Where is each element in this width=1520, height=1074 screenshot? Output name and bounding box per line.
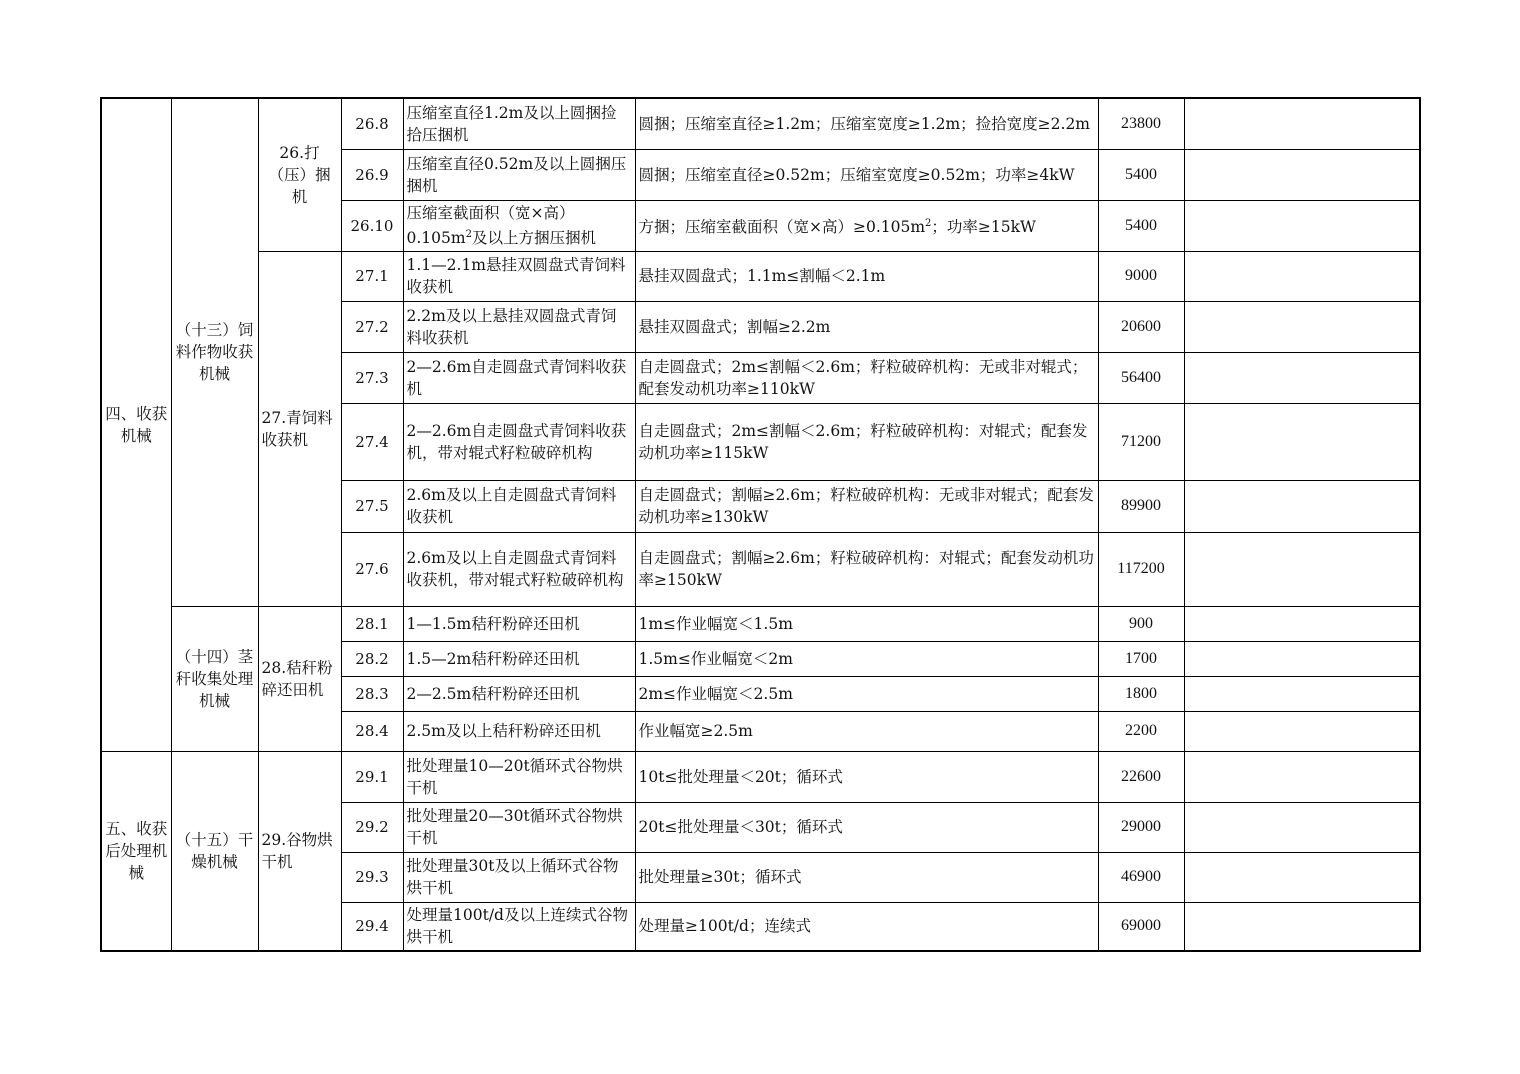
table-row: [101, 98, 1420, 149]
table-row: [101, 251, 1420, 301]
note-cell: [1184, 200, 1420, 251]
code-cell: 26.8: [341, 98, 403, 149]
code-cell: 29.2: [341, 802, 403, 852]
amount-cell: 56400: [1098, 352, 1184, 403]
subcategory-cell: （十三）饲料作物收获机械: [171, 98, 258, 606]
note-cell: [1184, 352, 1420, 403]
name-cell: 2—2.6m自走圆盘式青饲料收获机: [403, 352, 635, 403]
category-cell: 五、收获后处理机械: [101, 751, 171, 951]
code-cell: 28.1: [341, 606, 403, 641]
spec-cell: 自走圆盘式；割幅≥2.6m；籽粒破碎机构：对辊式；配套发动机功率≥150kW: [635, 532, 1098, 606]
note-cell: [1184, 641, 1420, 676]
name-cell: 处理量100t/d及以上连续式谷物烘干机: [403, 902, 635, 951]
code-cell: 29.3: [341, 852, 403, 902]
note-cell: [1184, 480, 1420, 532]
name-part: 压缩室截面积（宽×高）: [406, 203, 575, 222]
name-cell: 2.6m及以上自走圆盘式青饲料收获机: [403, 480, 635, 532]
note-cell: [1184, 149, 1420, 200]
amount-cell: 22600: [1098, 751, 1184, 802]
amount-cell: 69000: [1098, 902, 1184, 951]
code-cell: 27.5: [341, 480, 403, 532]
note-cell: [1184, 676, 1420, 711]
amount-cell: 89900: [1098, 480, 1184, 532]
spec-cell: 1m≤作业幅宽＜1.5m: [635, 606, 1098, 641]
code-cell: 27.4: [341, 403, 403, 480]
name-cell: [403, 200, 635, 251]
code-cell: 27.6: [341, 532, 403, 606]
table-row: [101, 751, 1420, 802]
spec-cell: 自走圆盘式；2m≤割幅＜2.6m；籽粒破碎机构：对辊式；配套发动机功率≥115kW: [635, 403, 1098, 480]
item-cell: 27.青饲料收获机: [258, 251, 341, 606]
name-cell: 批处理量10—20t循环式谷物烘干机: [403, 751, 635, 802]
name-cell: 2.5m及以上秸秆粉碎还田机: [403, 711, 635, 751]
spec-cell: 2m≤作业幅宽＜2.5m: [635, 676, 1098, 711]
note-cell: [1184, 532, 1420, 606]
note-cell: [1184, 802, 1420, 852]
note-cell: [1184, 852, 1420, 902]
item-cell: 29.谷物烘干机: [258, 751, 341, 951]
amount-cell: 5400: [1098, 149, 1184, 200]
spec-cell: [635, 200, 1098, 251]
note-cell: [1184, 902, 1420, 951]
subsidy-table: [100, 97, 1421, 952]
amount-cell: 1800: [1098, 676, 1184, 711]
name-cell: 2.6m及以上自走圆盘式青饲料收获机，带对辊式籽粒破碎机构: [403, 532, 635, 606]
subcategory-cell: （十五）干燥机械: [171, 751, 258, 951]
spec-cell: 1.5m≤作业幅宽＜2m: [635, 641, 1098, 676]
code-cell: 26.10: [341, 200, 403, 251]
code-cell: 27.2: [341, 301, 403, 352]
name-cell: 2—2.6m自走圆盘式青饲料收获机，带对辊式籽粒破碎机构: [403, 403, 635, 480]
note-cell: [1184, 301, 1420, 352]
spec-cell: 悬挂双圆盘式；割幅≥2.2m: [635, 301, 1098, 352]
spec-cell: 批处理量≥30t；循环式: [635, 852, 1098, 902]
amount-cell: 23800: [1098, 98, 1184, 149]
spec-part: 方捆；压缩室截面积（宽×高）≥0.105m: [638, 218, 926, 237]
amount-cell: 1700: [1098, 641, 1184, 676]
code-cell: 27.1: [341, 251, 403, 301]
name-cell: 1—1.5m秸秆粉碎还田机: [403, 606, 635, 641]
amount-cell: 46900: [1098, 852, 1184, 902]
amount-cell: 20600: [1098, 301, 1184, 352]
name-cell: 1.5—2m秸秆粉碎还田机: [403, 641, 635, 676]
name-cell: 1.1—2.1m悬挂双圆盘式青饲料收获机: [403, 251, 635, 301]
amount-cell: 900: [1098, 606, 1184, 641]
code-cell: 26.9: [341, 149, 403, 200]
code-cell: 29.4: [341, 902, 403, 951]
spec-cell: 处理量≥100t/d；连续式: [635, 902, 1098, 951]
amount-cell: 71200: [1098, 403, 1184, 480]
spec-cell: 20t≤批处理量＜30t；循环式: [635, 802, 1098, 852]
code-cell: 27.3: [341, 352, 403, 403]
item-cell: 28.秸秆粉碎还田机: [258, 606, 341, 751]
note-cell: [1184, 251, 1420, 301]
amount-cell: 117200: [1098, 532, 1184, 606]
spec-cell: 10t≤批处理量＜20t；循环式: [635, 751, 1098, 802]
spec-cell: 悬挂双圆盘式；1.1m≤割幅＜2.1m: [635, 251, 1098, 301]
code-cell: 28.2: [341, 641, 403, 676]
amount-cell: 2200: [1098, 711, 1184, 751]
code-cell: 28.4: [341, 711, 403, 751]
table-row: [101, 606, 1420, 641]
code-cell: 28.3: [341, 676, 403, 711]
superscript: 2: [925, 217, 932, 229]
name-part: 及以上方捆压捆机: [471, 229, 596, 248]
spec-cell: 作业幅宽≥2.5m: [635, 711, 1098, 751]
spec-cell: 圆捆；压缩室直径≥0.52m；压缩室宽度≥0.52m；功率≥4kW: [635, 149, 1098, 200]
name-cell: 批处理量20—30t循环式谷物烘干机: [403, 802, 635, 852]
superscript: 2: [465, 228, 472, 240]
amount-cell: 9000: [1098, 251, 1184, 301]
note-cell: [1184, 711, 1420, 751]
note-cell: [1184, 606, 1420, 641]
name-cell: 2—2.5m秸秆粉碎还田机: [403, 676, 635, 711]
name-cell: 压缩室直径1.2m及以上圆捆捡拾压捆机: [403, 98, 635, 149]
code-cell: 29.1: [341, 751, 403, 802]
category-cell: 四、收获机械: [101, 98, 171, 751]
name-cell: 压缩室直径0.52m及以上圆捆压捆机: [403, 149, 635, 200]
name-part: 0.105m: [406, 229, 466, 248]
subcategory-cell: （十四）茎秆收集处理机械: [171, 606, 258, 751]
amount-cell: 5400: [1098, 200, 1184, 251]
spec-cell: 自走圆盘式；2m≤割幅＜2.6m；籽粒破碎机构：无或非对辊式；配套发动机功率≥110kW: [635, 352, 1098, 403]
item-cell: 26.打（压）捆机: [258, 98, 341, 251]
spec-part: ；功率≥15kW: [931, 218, 1036, 237]
note-cell: [1184, 403, 1420, 480]
spec-cell: 自走圆盘式；割幅≥2.6m；籽粒破碎机构：无或非对辊式；配套发动机功率≥130kW: [635, 480, 1098, 532]
name-cell: 2.2m及以上悬挂双圆盘式青饲料收获机: [403, 301, 635, 352]
note-cell: [1184, 751, 1420, 802]
name-cell: 批处理量30t及以上循环式谷物烘干机: [403, 852, 635, 902]
note-cell: [1184, 98, 1420, 149]
amount-cell: 29000: [1098, 802, 1184, 852]
spec-cell: 圆捆；压缩室直径≥1.2m；压缩室宽度≥1.2m；捡拾宽度≥2.2m: [635, 98, 1098, 149]
